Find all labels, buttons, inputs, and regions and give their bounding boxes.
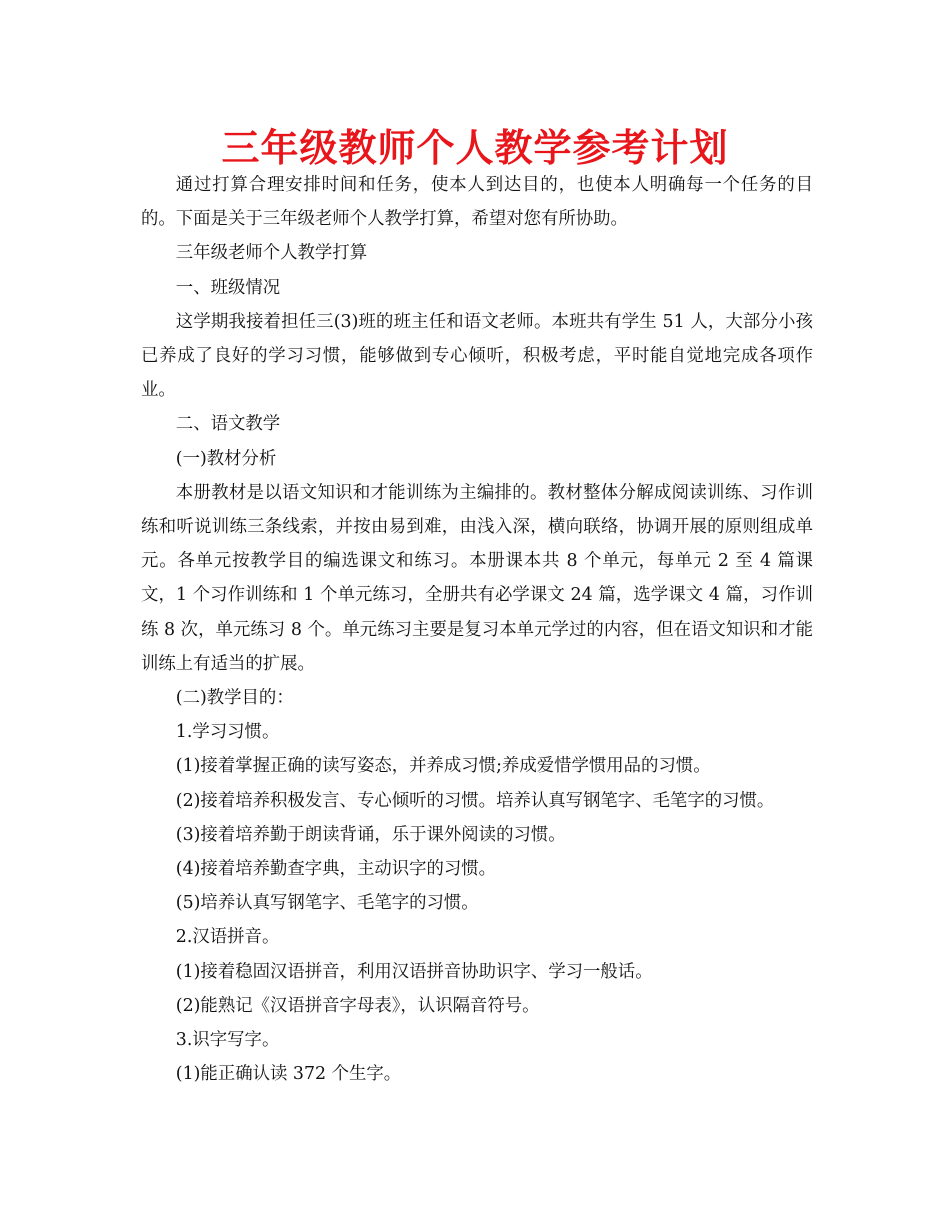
list-item: (1)能正确认读 372 个生字。 (175, 1064, 402, 1085)
paragraph: 通过打算合理安排时间和任务，使本人到达目的，也使本人明确每一个任务的目的。下面是关于三年级老师个人教学打算，希望对您有所协助。 (141, 175, 813, 230)
list-item: (2)能熟记《汉语拼音字母表》，认识隔音符号。 (175, 995, 540, 1016)
paragraph: 本册教材是以语文知识和才能训练为主编排的。教材整体分解成阅读训练、习作训练和听说训练三条线索，并按由易到难，由浅入深，横向联络，协调开展的原则组成单元。各单元按教学目的编选课文和练习。本册课本共 8 个单元，每单元 2 至 4 篇课文，1 个习作训练和 1 个单元练习，全册共有必学课文 24 篇，选学课文 4 篇，习作训练 8 次，单元练习 8 个。单元练习主要是复习本单元学过的内容，但在语文知识和才能训练上有适当的扩展。 (141, 482, 813, 674)
paragraph: 三年级老师个人教学打算 (175, 243, 368, 264)
list-item: (1)接着掌握正确的读写姿态，并养成习惯;养成爱惜学惯用品的习惯。 (175, 756, 711, 777)
document-body (141, 168, 813, 1091)
list-item: (2)接着培养积极发言、专心倾听的习惯。培养认真写钢笔字、毛笔字的习惯。 (175, 790, 775, 811)
list-item: (1)接着稳固汉语拼音，利用汉语拼音协助识字、学习一般话。 (175, 961, 653, 982)
subsection-heading: (一)教材分析 (175, 448, 277, 469)
list-item: (4)接着培养勤查字典，主动识字的习惯。 (175, 859, 497, 880)
subsection-heading: (二)教学目的： (175, 688, 294, 709)
section-heading: 一、班级情况 (175, 277, 281, 298)
list-item: (3)接着培养勤于朗读背诵，乐于课外阅读的习惯。 (175, 824, 566, 845)
document-title: 三年级教师个人教学参考计划 (221, 126, 729, 170)
list-heading: 1.学习习惯。 (175, 722, 280, 743)
section-heading: 二、语文教学 (175, 414, 281, 435)
list-heading: 2.汉语拼音。 (175, 927, 280, 948)
list-item: (5)培养认真写钢笔字、毛笔字的习惯。 (175, 893, 479, 914)
paragraph: 这学期我接着担任三(3)班的班主任和语文老师。本班共有学生 51 人，大部分小孩已养成了良好的学习习惯，能够做到专心倾听，积极考虑，平时能自觉地完成各项作业。 (141, 311, 813, 401)
list-heading: 3.识字写字。 (175, 1030, 280, 1051)
